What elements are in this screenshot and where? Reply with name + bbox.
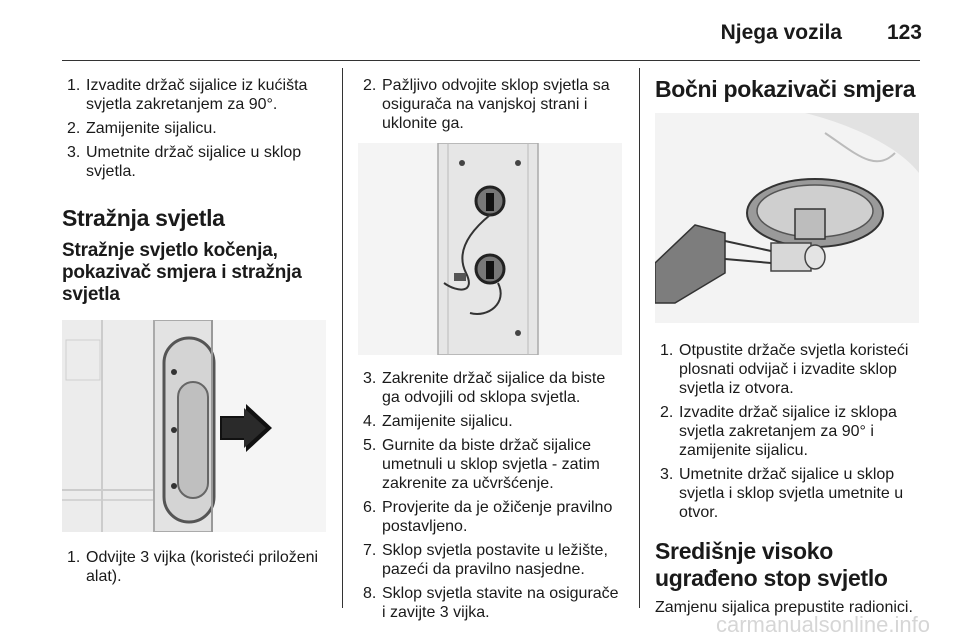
watermark: carmanualsonline.info bbox=[715, 612, 930, 637]
column-2 bbox=[358, 76, 622, 627]
steps-list-col1-bottom bbox=[62, 548, 326, 586]
list-item: 1. Odvijte 3 vijka (koristeći priloženi alat). bbox=[67, 549, 319, 585]
light-assembly-illustration bbox=[358, 143, 622, 355]
page-header bbox=[0, 0, 960, 60]
list-item: 2. Izvadite držač sijalice iz sklopa svjetla zakretanjem za 90° i zamijenite sijalicu. bbox=[660, 404, 897, 459]
note-workshop: Zamjenu sijalica prepustite radionici. bbox=[655, 599, 913, 616]
steps-list-col1-top bbox=[62, 76, 326, 181]
header-rule bbox=[62, 60, 920, 61]
list-item: 2. Zamijenite sijalicu. bbox=[67, 120, 217, 137]
list-item: 1. Izvadite držač sijalice iz kućišta svjetla zakretanjem za 90°. bbox=[67, 77, 308, 113]
steps-list-col2-top bbox=[358, 76, 622, 133]
column-3 bbox=[655, 76, 925, 617]
column-divider-2 bbox=[639, 68, 640, 608]
side-indicator-illustration bbox=[655, 113, 919, 323]
section-title: Njega vozila bbox=[720, 21, 842, 44]
list-item: 5. Gurnite da biste držač sijalice umetnuli u sklop svjetla - zatim zakrenite za učvršćenje. bbox=[363, 437, 600, 492]
section-heading-side-indicators: Bočni pokazivači smjera bbox=[655, 76, 916, 102]
list-item: 4. Zamijenite sijalicu. bbox=[363, 413, 513, 430]
steps-list-col2-bottom bbox=[358, 369, 622, 622]
steps-list-col3 bbox=[655, 341, 925, 522]
list-item: 3. Zakrenite držač sijalice da biste ga odvojili od sklopa svjetla. bbox=[363, 370, 606, 406]
list-item: 7. Sklop svjetla postavite u ležište, pazeći da pravilno nasjedne. bbox=[363, 542, 608, 578]
list-item: 1. Otpustite držače svjetla koristeći plosnati odvijač i izvadite sklop svjetla iz otvora. bbox=[660, 342, 909, 397]
page-number: 123 bbox=[886, 21, 922, 44]
rear-light-illustration bbox=[62, 320, 326, 532]
list-item: 6. Provjerite da je ožičenje pravilno postavljeno. bbox=[363, 499, 613, 535]
section-heading-rear-lights: Stražnja svjetla bbox=[62, 205, 225, 231]
section-heading-high-brake-light: Središnje visoko ugrađeno stop svjetlo bbox=[655, 538, 888, 591]
list-item: 3. Umetnite držač sijalice u sklop svjetla. bbox=[67, 144, 302, 180]
list-item: 3. Umetnite držač sijalice u sklop svjetla i sklop svjetla umetnite u otvor. bbox=[660, 466, 904, 521]
subheading-brake-lights: Stražnje svjetlo kočenja, pokazivač smjera i stražnja svjetla bbox=[62, 240, 302, 305]
list-item: 8. Sklop svjetla stavite na osigurače i zavijte 3 vijka. bbox=[363, 585, 619, 621]
column-1 bbox=[62, 76, 326, 591]
list-item: 2. Pažljivo odvojite sklop svjetla sa osigurača na vanjskoj strani i uklonite ga. bbox=[363, 77, 610, 132]
column-divider-1 bbox=[342, 68, 343, 608]
